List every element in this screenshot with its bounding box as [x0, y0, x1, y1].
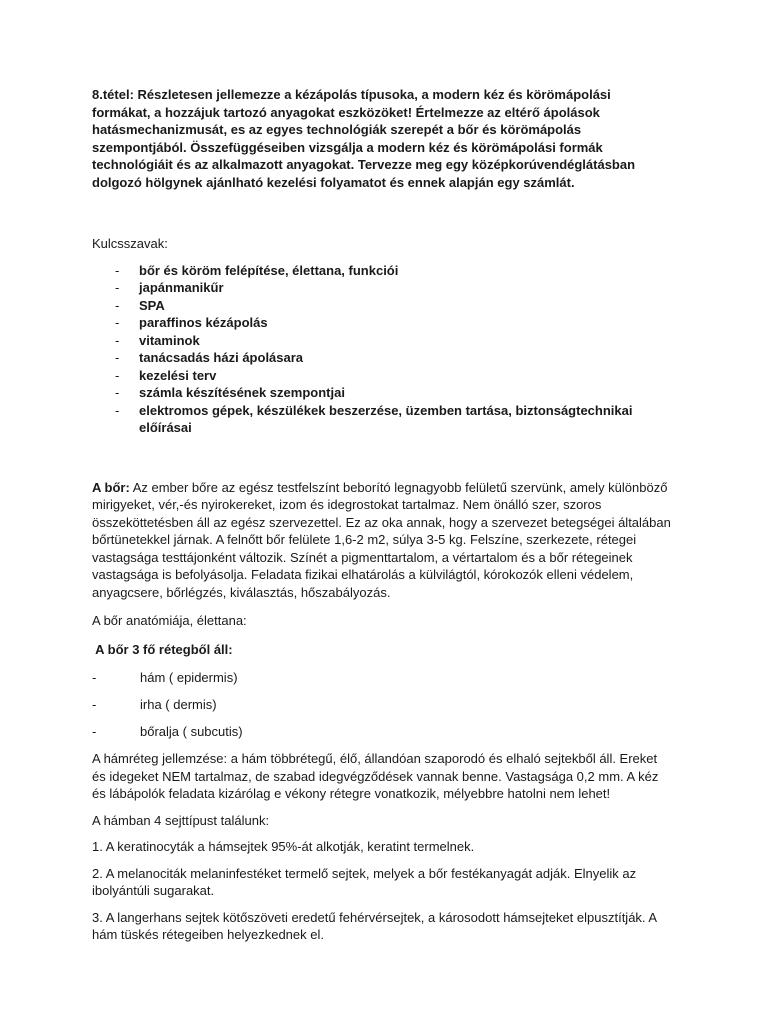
list-item: - hám ( epidermis) — [92, 670, 238, 685]
keywords-heading: Kulcsszavak: — [92, 236, 168, 251]
layers-heading: A bőr 3 fő rétegből áll: — [92, 641, 233, 657]
skin-intro-paragraph — [92, 479, 672, 602]
list-item: - vitaminok — [115, 332, 200, 348]
keywords-list — [92, 262, 672, 437]
anatomy-heading: A bőr anatómiája, élettana: — [92, 613, 247, 628]
document-body — [92, 86, 672, 953]
cell-type-item: 1. A keratinocyták a hámsejtek 95%-át alkotják, keratint termelnek. — [92, 839, 475, 854]
exam-topic-title: 8.tétel: Részletesen jellemezze a kézápolás típusoka, a modern kéz és körömápolási formákat, a hozzájuk tartozó anyagokat eszközöket! Értelmezze az eltérő ápolások hatásmechanizmusát, es az egyes technológiák szerepét a bőr és körömápolás szempontjából. Összefüggéseiben vizsgálja a modern kéz és körömápolási formák technológiáit és az alkalmazott anyagokat. Tervezze meg egy középkorúvendéglátásban dolgozó hölgynek ajánlható kezelési folyamatot és ennek alapján egy számlát. — [92, 87, 636, 190]
skin-lead-term: A bőr: — [92, 479, 130, 495]
list-item: - kezelési terv — [115, 367, 217, 383]
list-item: - elektromos gépek, készülékek beszerzése, üzemben tartása, biztonságtechnikai előírásai — [115, 402, 633, 435]
list-item: - számla készítésének szempontjai — [115, 385, 345, 400]
list-item: - irha ( dermis) — [92, 697, 217, 712]
cells-heading: A hámban 4 sejttípust találunk: — [92, 812, 270, 828]
list-item: - paraffinos kézápolás — [115, 315, 268, 330]
list-item: - SPA — [115, 297, 165, 313]
list-item: - tanácsadás házi ápolásara — [115, 350, 304, 365]
list-item: - bőr és köröm felépítése, élettana, funkciói — [115, 262, 399, 278]
list-item: - japánmanikűr — [115, 280, 224, 295]
cell-type-item: 2. A melanociták melaninfestéket termelő sejtek, melyek a bőr festékanyagát adják. Elnyelik az ibolyántúli sugarakat. — [92, 865, 637, 898]
cell-type-item: 3. A langerhans sejtek kötőszöveti eredetű fehérvérsejtek, a károsodott hámsejteket elpusztítják. A hám tüskés rétegeiben helyezkednek el. — [92, 909, 657, 942]
list-item: - bőralja ( subcutis) — [92, 724, 243, 739]
skin-layers-list — [92, 669, 672, 741]
skin-intro-text: Az ember bőre az egész testfelszínt beborító legnagyobb felületű szervünk, amely különböző mirigyeket, vér,-és nyirokereket, izom és idegrostokat tartalmaz. Nem önálló szer, szoros összeköttetésben áll az egész szervezettel. Ez az oka annak, hogy a szervezet betegségei általában bőrtünetekkel járnak. A felnőtt bőr felülete 1,6-2 m2, súlya 3-5 kg. Felszíne, szerkezete, rétegei vastagsága testtájonként változik. Színét a pigmenttartalom, a vértartalom és a bőr rétegeinek vastagsága is befolyásolja. Feladata fizikai elhatárolás a külvilágtól, kórokozók elleni védelem, anyagcsere, bőrlégzés, kiválasztás, hőszabályozás. — [92, 479, 671, 600]
epidermis-paragraph: A hámréteg jellemzése: a hám többrétegű, élő, állandóan szaporodó és elhaló sejtekből áll. Ereket és idegeket NEM tartalmaz, de szabad idegvégződések vannak benne. Vastagsága 0,2 mm. A kéz és lábápolók feladata kizárólag e vékony rétegre vonatkozik, mélyebbre hatolni nem lehet! — [92, 751, 659, 801]
